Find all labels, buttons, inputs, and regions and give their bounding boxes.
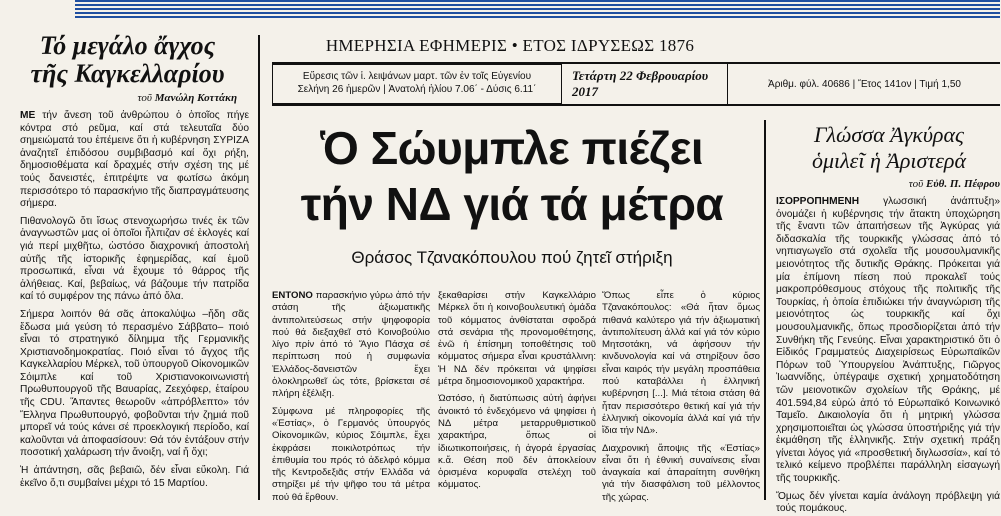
col3-paragraph-1: Ὅπως εἶπε ὁ κύριος Τζανακόπουλος: «Θά ἦταν ὅμως πιθανά καλύτερο γιά τήν ἀξιωματική ἀντιπολίτευση ἀλλά καί γιά τόν κύριο Μητσοτάκη, νά ἀφήσουν τήν κινδυνολογία καί νά στηρίξουν ὅσο εἶναι καιρός τήν μεγάλη προσπάθεια πού καταβάλλει ἡ ἑλληνική κυβέρνηση [...]. Μιά τέτοια στάση θά ἦταν περισσότερο θετική καί γιά τήν ἑλληνική οἰκονομία ἀλλά καί γιά τήν ἴδια τήν ΝΔ». <box>602 290 760 437</box>
right-paragraph-1-lead: ΙΣΟΡΡΟΠΗΜΕΝΗ <box>776 196 860 207</box>
col2-paragraph-1: ξεκαθαρίσει στήν Καγκελλάριο Μέρκελ ὅτι ἡ κοινοβουλευτική ὁμάδα τοῦ κόμματος ἀνθίσταται σφοδρά στά σενάρια τῆς προνομοθέτησης, ἐνῶ ἡ ἐπίσημη τοποθέτησις τοῦ κόμματος σήμερα εἶναι κρυστάλλινη: Ἡ ΝΔ δέν πρόκειται νά ψηφίσει μέτρα δημοσιονομικοῦ χαρακτήρα. <box>438 290 596 388</box>
col2-paragraph-2: Ὡστόσο, ἡ διατύπωσις αὐτή ἀφήνει ἀνοικτό τό ἐνδεχόμενο νά ψηφίσει ἡ ΝΔ μέτρα μεταρρυθμιστικοῦ χαρακτήρα, ὅπως οἱ ἰδιωτικοποιήσεις, ἡ ἀγορά ἐργασίας κ.ἄ. Θέση ποῦ δέν ἀποκλείουν ὁρισμένα κορυφαῖα στελέχη τοῦ κόμματος. <box>438 393 596 491</box>
left-title-line-1: Τό μεγάλο ἄγχος <box>39 31 216 60</box>
left-paragraph-2: Πιθανολογῶ ὅτι ἴσως στενοχωρήσω τινές ἐκ τῶν ἀναγνωστῶν μας οἱ ὁποῖοι ἦλπιζαν σέ ἐκλογές καί γιά περί μιχθῆτω, ὡστόσο διαχρονική ἀποστολή αὐτῆς τῆς ἱστορικῆς ἐφημερίδας, καί ἐμοῦ προσωπικά, εἶναι νά ἔχουμε τό θάρρος τῆς ἀλήθειας. Καί, βεβαίως, νά βάζουμε τήν πατρίδα καί τό συμφέρον της πάνω ἀπό ὅλα. <box>20 215 249 303</box>
right-byline-author: Εὐθ. Π. Πέφρου <box>925 178 1000 190</box>
left-title-line-2: τῆς Καγκελλαρίου <box>30 59 225 88</box>
info-calendar-box <box>272 64 562 104</box>
left-article-title <box>0 32 255 88</box>
issue-meta: Ἀριθμ. φύλ. 40686 | Ἔτος 141ον | Τιμή 1,50 <box>727 64 1001 104</box>
headline-line-1: Ὁ Σώυμπλε πιέζει <box>320 122 704 174</box>
left-paragraph-3: Σήμερα λοιπόν θά σᾶς ἀποκαλύψω –ἤδη σᾶς ἔδωσα μιά γεύση τό περασμένο Σάββατο– ποιό εἶναι τό στρατηγικό δίλημμα τῆς Γερμανικῆς Χριστιανοδημοκρατίας. Ποιό εἶναι τό ἄγχος τῆς Καγκελλαρίου Μέρκελ, τοῦ ὑπουργοῦ Οἰκονομικῶν Σόιμπλε καί τοῦ Χριστιανοκοινωνιστή Πρωθυπουργοῦ τῆς Βαυαρίας, Ζεεχόφερ, ἑταίρου τῆς CDU. Ἅπαντες θεωροῦν «ἀπρόβλεπτο» τόν Ἕλληνα Πρωθυπουργό, φοβοῦνται τήν ζημιά ποῦ μπορεῖ νά τούς κάνει σέ προεκλογική περίοδο, καί καλοῦνται νά ἀποφασίσουν: Θά τόν ἐντάξουν στήν ποσοτική χαλάρωση τήν ἄνοιξη, ναί ἤ ὄχι; <box>20 308 250 459</box>
right-title-line-1: Γλώσσα Ἀγκύρας <box>814 122 964 147</box>
right-title-line-2: ὁμιλεῖ ἡ Ἀριστερά <box>812 148 966 173</box>
right-byline <box>770 178 1000 190</box>
right-article-title <box>778 122 1000 174</box>
col3-paragraph-2: Διαχρονική ἄποψις τῆς «Ἑστίας» εἶναι ὅτι ἡ ἐθνική συναίνεσις εἶναι ἀναγκαία καί ἀπαραίτητη συνθήκη γιά τήν διασφάλιση τοῦ μέλλοντος τῆς χώρας. <box>602 442 760 503</box>
masthead: ΗΜΕΡΗΣΙΑ ΕΦΗΜΕΡΙΣ • ΕΤΟΣ ΙΔΡΥΣΕΩΣ 1876 <box>325 36 695 55</box>
left-article <box>0 32 255 500</box>
right-paragraph-1 <box>770 196 1000 486</box>
left-paragraph-1 <box>0 110 255 211</box>
headline-line-2: τήν ΝΔ γιά τά μέτρα <box>300 178 724 230</box>
right-paragraph-1-text: γλωσσική ἀνάπτυξη» ὀνομάζει ἡ κυβέρνησις τήν ἄτακτη ὑποχώρηση τῆς ἔναντι τῶν ἀπαιτήσεων τῆς Ἀγκύρας γιά διδασκαλία τῆς τουρκικῆς γλώσσας ἀπό τό νηπιαγωγεῖο στά σχολεῖα τῆς μουσουλμανικῆς μειονότητος τῆς δυτικῆς Θράκης. Πρόκειται γιά μία ἐπίμονη πίεση πού προκαλεῖ τούς μακροπρόθεσμους στόχους τῆς πολιτικῆς τῆς Τουρκίας, ἡ ὁποία ἐπιδιώκει τήν ἀναγνώριση τῆς μειονότητος ὡς τουρκικῆς καί ὄχι μουσουλμανικῆς, ὅπως προσδιορίζεται ἀπό τήν Συνθήκη τῆς Γενεύης. Εἶναι χαρακτηριστικό ὅτι ὁ Εἰδικός Γραμματεύς Διαχειρίσεως Εὐρωπαϊκῶν Πόρων τοῦ Ὑπουργείου Ἀνάπτυξης, Γιῶργος Ἰωαννίδης, ὑπέγραψε σχετική χρηματοδότηση τῶν μειονοτικῶν σχολείων τῆς Θράκης, μέ 401.594,84 εὐρώ ἀπό τό Εὐρωπαϊκό Κοινωνικό Ταμεῖο. Δικαιολογία ὅτι ἡ μητρική γλώσσα χρησιμοποιεῖται ὡς γλώσσα ὑποστήριξης γιά τήν ἐκμάθηση τῆς ἑλληνικῆς. Στήν σχετική πράξη γίνεται λόγος γιά «προσθετική διγλωσσία», καί τό τελικό κείμενο προβλέπει παράλληλη εἰσαγωγή τῆς τουρκικῆς. <box>776 196 1000 485</box>
column-divider-left <box>258 35 260 500</box>
top-stripe-decoration <box>75 0 1000 18</box>
left-byline-author: Μανώλη Κοττάκη <box>154 92 237 104</box>
info-saint-line: Εὕρεσις τῶν ἱ. λειψάνων μαρτ. τῶν ἐν τοῖς Εὐγενίου <box>302 71 532 82</box>
col1-lead: ΕΝΤΟΝΟ <box>272 290 313 301</box>
main-article-column-3 <box>602 290 760 503</box>
right-article <box>770 122 1000 515</box>
right-paragraph-2: Ὅμως δέν γίνεται καμία ἀνάλογη πρόβλεψη γιά τούς πομάκους. <box>776 490 1000 515</box>
info-moon-sun-line: Σελήνη 26 ἡμερῶν | Ἀνατολή ἡλίου 7.06΄ - Δύσις 6.11΄ <box>297 84 537 95</box>
column-divider-right <box>764 120 766 500</box>
info-bar <box>272 62 1000 106</box>
left-byline-prefix: τοῦ <box>137 92 152 104</box>
left-paragraph-1-text: τήν ἄνεση τοῦ ἀνθρώπου ὁ ὁποῖος πήγε κόντρα στό ρεῦμα, καί στά τελευταῖα δύο σημειώματά του ἐπέμεινε ὅτι ἡ κυβέρνηση ΣΥΡΙΖΑ ἀναζητεῖ ἐπιδόσου συμβιβασμό καί ὄχι ρήξη, δημοσιοθέματα καί δραχμές στήν σχέση της μέ τούς δανειστές, ἐπιτρέψτε να φωτίσω ἀκόμη περισσότερο τό παρασκήνιο τῆς διαπραγμάτευσης σήμερα. <box>20 110 249 210</box>
right-byline-prefix: τοῦ <box>908 178 924 190</box>
col1-paragraph-2: Σύμφωνα μέ πληροφορίες τῆς «Ἑστίας», ὁ Γερμανός ὑπουργός Οἰκονομικῶν, κύριος Σόιμπλε, ἔχει ἐκφράσει ποικιλοτρόπως τήν ἐπιθυμία του πρός τό ἀδελφό κόμμα τῆς Κεντροδεξιᾶς στήν Ἑλλάδα νά στηρίξει μέ τήν ψῆφο του τά μέτρα πού θά ἔρθουν. <box>272 405 430 503</box>
main-headline <box>262 120 762 232</box>
left-paragraph-1-lead: ΜΕ <box>20 110 36 121</box>
col1-paragraph-1 <box>272 290 430 401</box>
left-paragraph-4: Ἡ ἀπάντηση, σᾶς βεβαιῶ, δέν εἶναι εὔκολη. Γιά ἐκεῖνο ὅ,τι συμβαίνει μέχρι τό 15 Μαρτίου. <box>20 465 249 489</box>
main-article-column-1 <box>272 290 430 503</box>
main-article-column-2 <box>438 290 596 500</box>
left-byline <box>0 92 237 104</box>
col1-paragraph-1-text: παρασκήνιο γύρω ἀπό τήν στάση τῆς ἀξιωματικῆς ἀντιπολιτεύσεως στήν ψηφοφορία πού θά διεξαχθεῖ στό Κοινοβούλιο λίγο πρίν ἀπό τό Ἅγιο Πάσχα σέ περίπτωση πού ἡ συμφωνία Ἑλλάδος-δανειστῶν ἔχει ὁλοκληρωθεῖ ὡς τότε, βρίσκεται σέ πλήρη ἐξέλιξη. <box>272 290 430 400</box>
main-subheadline: Θράσος Τζανακόπουλου πού ζητεῖ στήριξη <box>351 248 673 267</box>
issue-date: Τετάρτη 22 Φεβρουαρίου 2017 <box>572 68 709 99</box>
